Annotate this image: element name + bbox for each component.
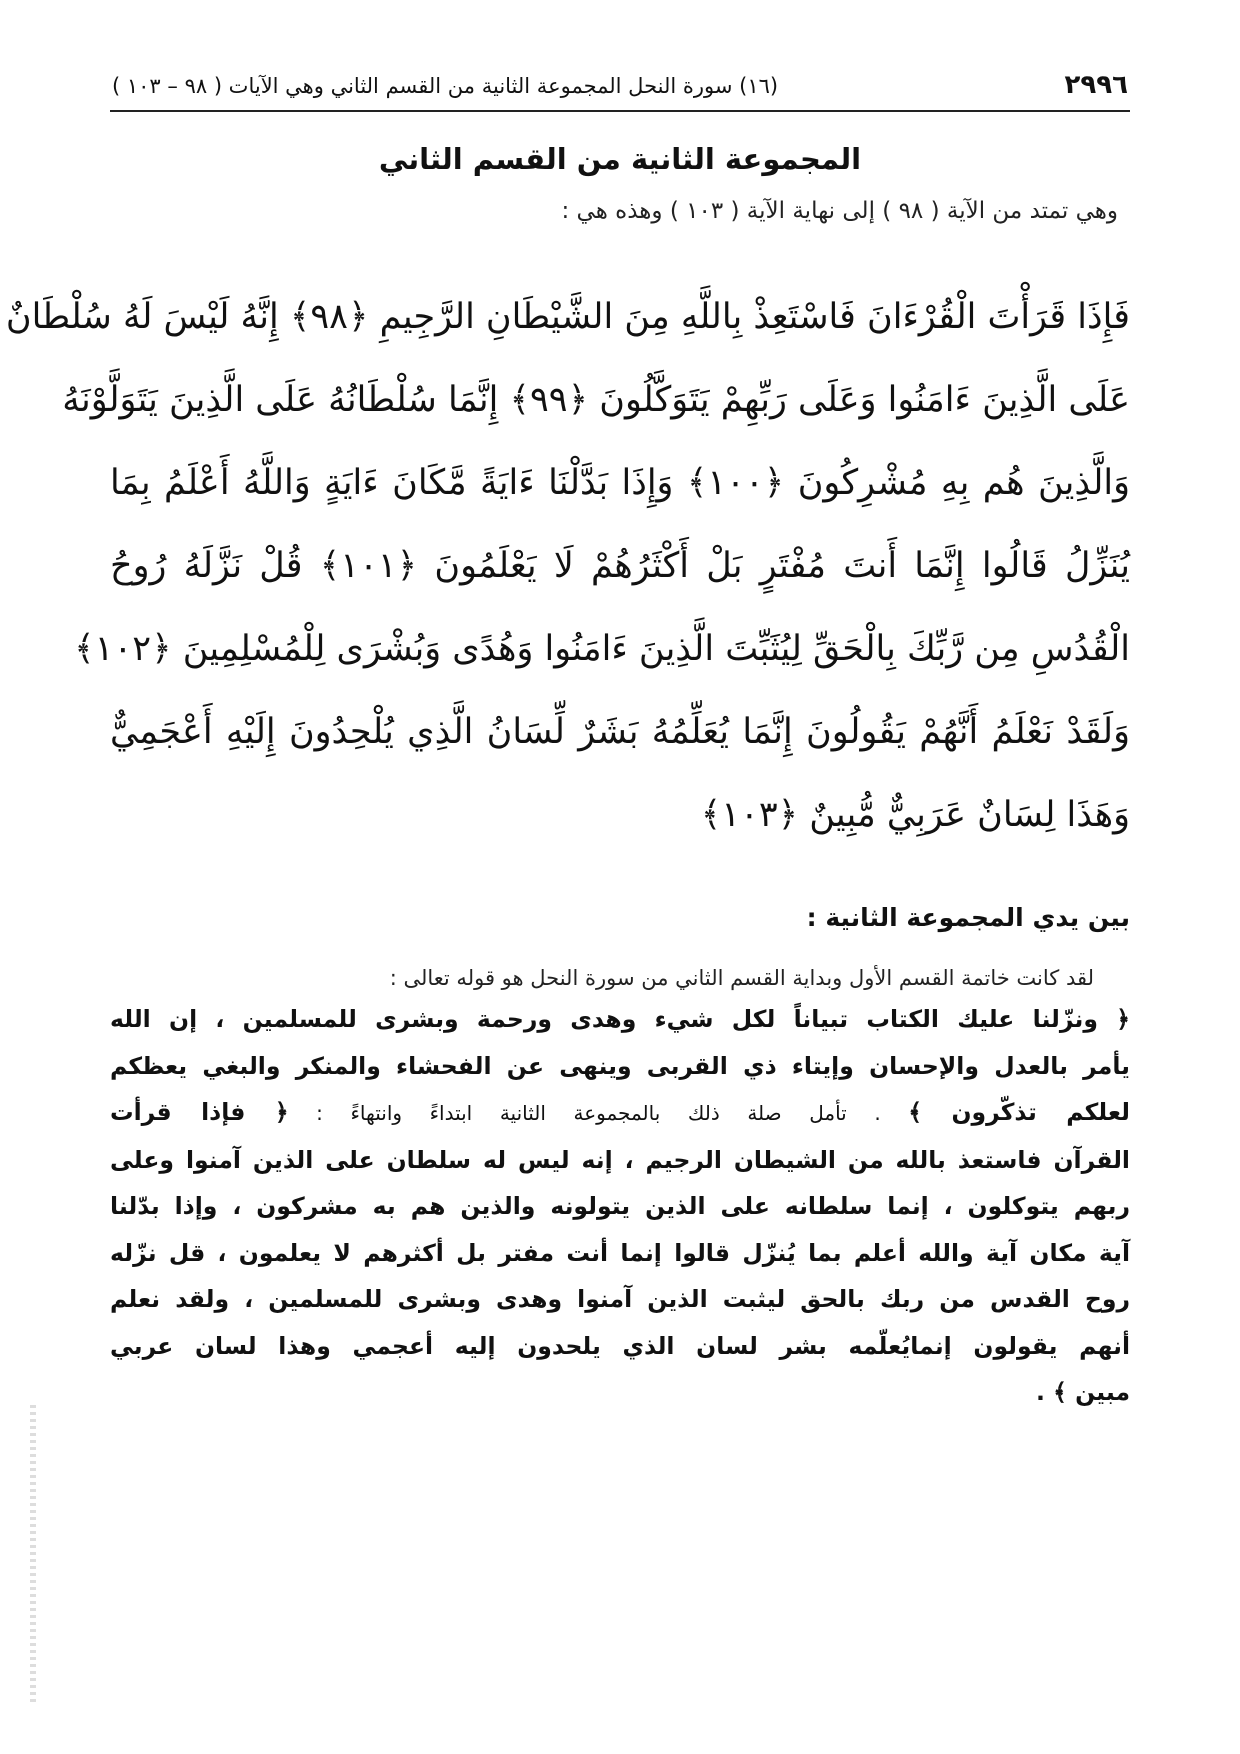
commentary-line xyxy=(110,1089,1130,1137)
commentary-line: آية مكان آية والله أعلم بما يُنزّل قالوا إنما أنت مفتر بل أكثرهم لا يعلمون ، قل نزّله xyxy=(110,1238,1130,1267)
quran-verses xyxy=(5,276,1130,857)
commentary-line: يأمر بالعدل والإحسان وإيتاء ذي القربى وينهى عن الفحشاء والمنكر والبغي يعظكم xyxy=(110,1051,1130,1080)
running-header-text: (١٦) سورة النحل المجموعة الثانية من القسم الثاني وهي الآيات ( ٩٨ – ١٠٣ ) xyxy=(112,74,779,98)
commentary-line: القرآن فاستعذ بالله من الشيطان الرجيم ، إنه ليس له سلطان على الذين آمنوا وعلى xyxy=(110,1145,1130,1174)
verse-range-line: وهي تمتد من الآية ( ٩٨ ) إلى نهاية الآية ( ١٠٣ ) وهذه هي : xyxy=(561,198,1118,224)
commentary-line: مبين ﴾ . xyxy=(1036,1378,1130,1406)
verse-line: عَلَى الَّذِينَ ءَامَنُوا وَعَلَى رَبِّهِمْ يَتَوَكَّلُونَ ﴿٩٩﴾ إِنَّمَا سُلْطَانُهُ عَلَى الَّذِينَ يَتَوَلَّوْنَهُ xyxy=(62,380,1130,420)
scan-margin-mark xyxy=(30,1405,36,1705)
verse-line: وَهَذَا لِسَانٌ عَرَبِيٌّ مُّبِينٌ ﴿١٠٣﴾ xyxy=(700,795,1130,835)
verse-line: الْقُدُسِ مِن رَّبِّكَ بِالْحَقِّ لِيُثَبِّتَ الَّذِينَ ءَامَنُوا وَهُدًى وَبُشْرَى لِلْمُسْلِمِينَ ﴿١٠٢﴾ xyxy=(74,629,1130,669)
commentary-line: روح القدس من ربك بالحق ليثبت الذين آمنوا وهدى وبشرى للمسلمين ، ولقد نعلم xyxy=(110,1285,1130,1313)
commentary-note: . تأمل صلة ذلك بالمجموعة الثانية ابتداءً وانتهاءً : xyxy=(288,1101,909,1125)
section-title: المجموعة الثانية من القسم الثاني xyxy=(378,142,862,176)
quote-text: ﴿ فإذا قرأت xyxy=(110,1098,289,1126)
running-header xyxy=(110,70,1130,112)
commentary-line: أنهم يقولون إنمايُعلّمه بشر لسان الذي يلحدون إليه أعجمي وهذا لسان عربي xyxy=(110,1331,1130,1360)
verse-line: فَإِذَا قَرَأْتَ الْقُرْءَانَ فَاسْتَعِذْ بِاللَّهِ مِنَ الشَّيْطَانِ الرَّجِيمِ ﴿٩٨﴾ إِنَّهُ لَيْسَ لَهُ سُلْطَانٌ xyxy=(5,297,1130,337)
commentary-line: ربهم يتوكلون ، إنما سلطانه على الذين يتولونه والذين هم به مشركون ، وإذا بدّلنا xyxy=(110,1192,1130,1220)
verse-line: يُنَزِّلُ قَالُوا إِنَّمَا أَنتَ مُفْتَرٍ بَلْ أَكْثَرُهُمْ لَا يَعْلَمُونَ ﴿١٠١﴾ قُلْ نَزَّلَهُ رُوحُ xyxy=(110,546,1130,586)
subheading: بين يدي المجموعة الثانية : xyxy=(806,903,1130,932)
commentary-line: ﴿ ونزّلنا عليك الكتاب تبياناً لكل شيء وهدى ورحمة وبشرى للمسلمين ، إن الله xyxy=(110,1005,1130,1033)
verse-line: وَالَّذِينَ هُم بِهِ مُشْرِكُونَ ﴿١٠٠﴾ وَإِذَا بَدَّلْنَا ءَايَةً مَّكَانَ ءَايَةٍ وَاللَّهُ أَعْلَمُ بِمَا xyxy=(110,463,1130,503)
intro-line: لقد كانت خاتمة القسم الأول وبداية القسم الثاني من سورة النحل هو قوله تعالى : xyxy=(389,966,1094,990)
commentary-paragraph xyxy=(110,996,1130,1416)
book-page xyxy=(5,70,1130,1416)
page-number: ٢٩٩٦ xyxy=(1064,70,1128,100)
verse-line: وَلَقَدْ نَعْلَمُ أَنَّهُمْ يَقُولُونَ إِنَّمَا يُعَلِّمُهُ بَشَرٌ لِّسَانُ الَّذِي يُلْحِدُونَ إِلَيْهِ أَعْجَمِيٌّ xyxy=(110,712,1130,752)
quote-text: لعلكم تذكّرون ﴾ xyxy=(908,1098,1130,1126)
